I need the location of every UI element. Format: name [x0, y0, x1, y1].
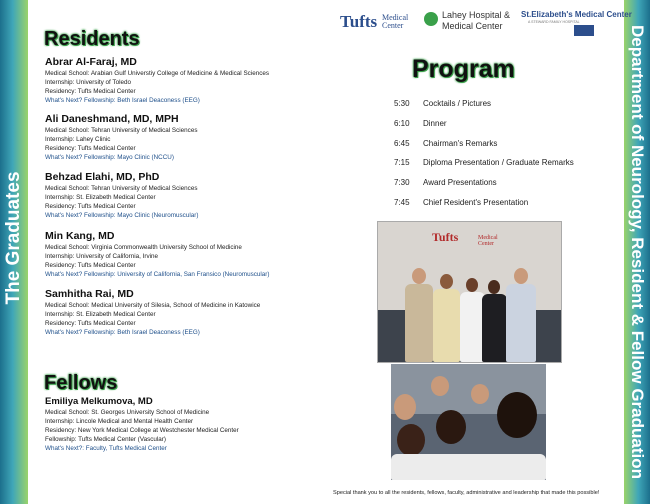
program-event: Diploma Presentation / Graduate Remarks	[423, 158, 574, 167]
resident-detail: Internship: St. Elizabeth Medical Center	[45, 194, 156, 201]
sidebar-title-right: Department of Neurology, Resident & Fellow Graduation	[628, 24, 647, 480]
program-event: Chairman's Remarks	[423, 139, 498, 148]
program-item	[394, 158, 624, 167]
lahey-logo: Lahey Hospital & Medical Center	[442, 10, 511, 31]
program-time: 6:10	[394, 119, 410, 128]
group-photo	[377, 221, 562, 363]
resident-name: Ali Daneshmand, MD, MPH	[45, 113, 179, 125]
resident-detail: Residency: Tufts Medical Center	[45, 262, 136, 269]
stelizabeth-logo-sub: A STEWARD FAMILY HOSPITAL	[528, 20, 580, 24]
resident-entry	[45, 171, 365, 220]
program-time: 6:45	[394, 139, 410, 148]
resident-detail: Medical School: Tehran University of Medical Sciences	[45, 185, 198, 192]
lahey-leaf-icon	[424, 12, 438, 26]
resident-detail: Residency: Tufts Medical Center	[45, 145, 136, 152]
footer-thanks: Special thank you to all the residents, fellows, faculty, administrative and leadership that made this possible!	[333, 490, 600, 496]
resident-name: Samhitha Rai, MD	[45, 288, 134, 300]
fellow-detail: Fellowship: Tufts Medical Center (Vascular)	[45, 436, 166, 443]
program-item	[394, 139, 624, 148]
hospital-logos	[338, 8, 632, 38]
program-time: 5:30	[394, 99, 410, 108]
resident-next: What's Next? Fellowship: Beth Israel Deaconess (EEG)	[45, 329, 200, 336]
resident-entry	[45, 288, 365, 337]
selfie-photo	[391, 364, 546, 480]
resident-detail: Medical School: Virginia Commonwealth University School of Medicine	[45, 244, 242, 251]
fellow-next: What's Next?: Faculty, Tufts Medical Center	[45, 445, 167, 452]
program-event: Dinner	[423, 119, 447, 128]
fellow-entry	[45, 396, 365, 453]
program-item	[394, 119, 624, 128]
steward-mark-icon	[574, 25, 594, 36]
program-event: Award Presentations	[423, 178, 497, 187]
resident-next: What's Next? Fellowship: University of California, San Fransico (Neuromuscular)	[45, 271, 270, 278]
tufts-logo: Tufts	[340, 12, 378, 31]
program-item	[394, 178, 624, 187]
program-item	[394, 99, 624, 108]
resident-entry	[45, 230, 365, 279]
resident-detail: Internship: Lahey Clinic	[45, 136, 111, 143]
resident-entry	[45, 113, 365, 162]
program-item	[394, 198, 624, 207]
fellow-detail: Internship: Lincole Medical and Mental Health Center	[45, 418, 194, 425]
program-event: Chief Resident's Presentation	[423, 198, 529, 207]
fellow-detail: Medical School: St. Georges University School of Medicine	[45, 409, 210, 416]
resident-detail: Residency: Tufts Medical Center	[45, 88, 136, 95]
resident-detail: Medical School: Tehran University of Medical Sciences	[45, 127, 198, 134]
resident-detail: Medical School: Medical University of Silesia, School of Medicine in Katowice	[45, 302, 261, 309]
resident-detail: Medical School: Arabian Gulf Universtiy College of Medicine & Medical Sciences	[45, 70, 269, 77]
resident-next: What's Next? Fellowship: Mayo Clinic (NCCU)	[45, 154, 174, 161]
resident-detail: Internship: University of California, Irvine	[45, 253, 159, 260]
resident-detail: Residency: Tufts Medical Center	[45, 203, 136, 210]
resident-next: What's Next? Fellowship: Mayo Clinic (Neuromuscular)	[45, 212, 199, 219]
program-event: Cocktails / Pictures	[423, 99, 492, 108]
resident-detail: Internship: St. Elizabeth Medical Center	[45, 311, 156, 318]
fellow-detail: Residency: New York Medical College at Westchester Medical Center	[45, 427, 239, 434]
photo-sign: Tufts	[432, 230, 459, 244]
fellows-heading: Fellows	[44, 372, 118, 394]
photo-sign-sub: Medical Center	[478, 235, 498, 247]
program-time: 7:30	[394, 178, 410, 187]
resident-detail: Residency: Tufts Medical Center	[45, 320, 136, 327]
residents-heading: Residents	[44, 28, 140, 50]
resident-detail: Internship: University of Toledo	[45, 79, 131, 86]
sidebar-title-left: The Graduates	[3, 171, 24, 305]
resident-name: Min Kang, MD	[45, 230, 115, 242]
resident-name: Behzad Elahi, MD, PhD	[45, 171, 160, 183]
resident-entry	[45, 56, 365, 105]
resident-name: Abrar Al-Faraj, MD	[45, 56, 137, 68]
program-time: 7:45	[394, 198, 410, 207]
resident-next: What's Next? Fellowship: Beth Israel Deaconess (EEG)	[45, 97, 200, 104]
stelizabeth-logo: St.Elizabeth's Medical Center	[521, 10, 632, 19]
program-heading: Program	[412, 55, 515, 83]
tufts-logo-sub: Medical Center	[382, 13, 409, 30]
program-time: 7:15	[394, 158, 410, 167]
fellow-name: Emiliya Melkumova, MD	[45, 396, 153, 407]
